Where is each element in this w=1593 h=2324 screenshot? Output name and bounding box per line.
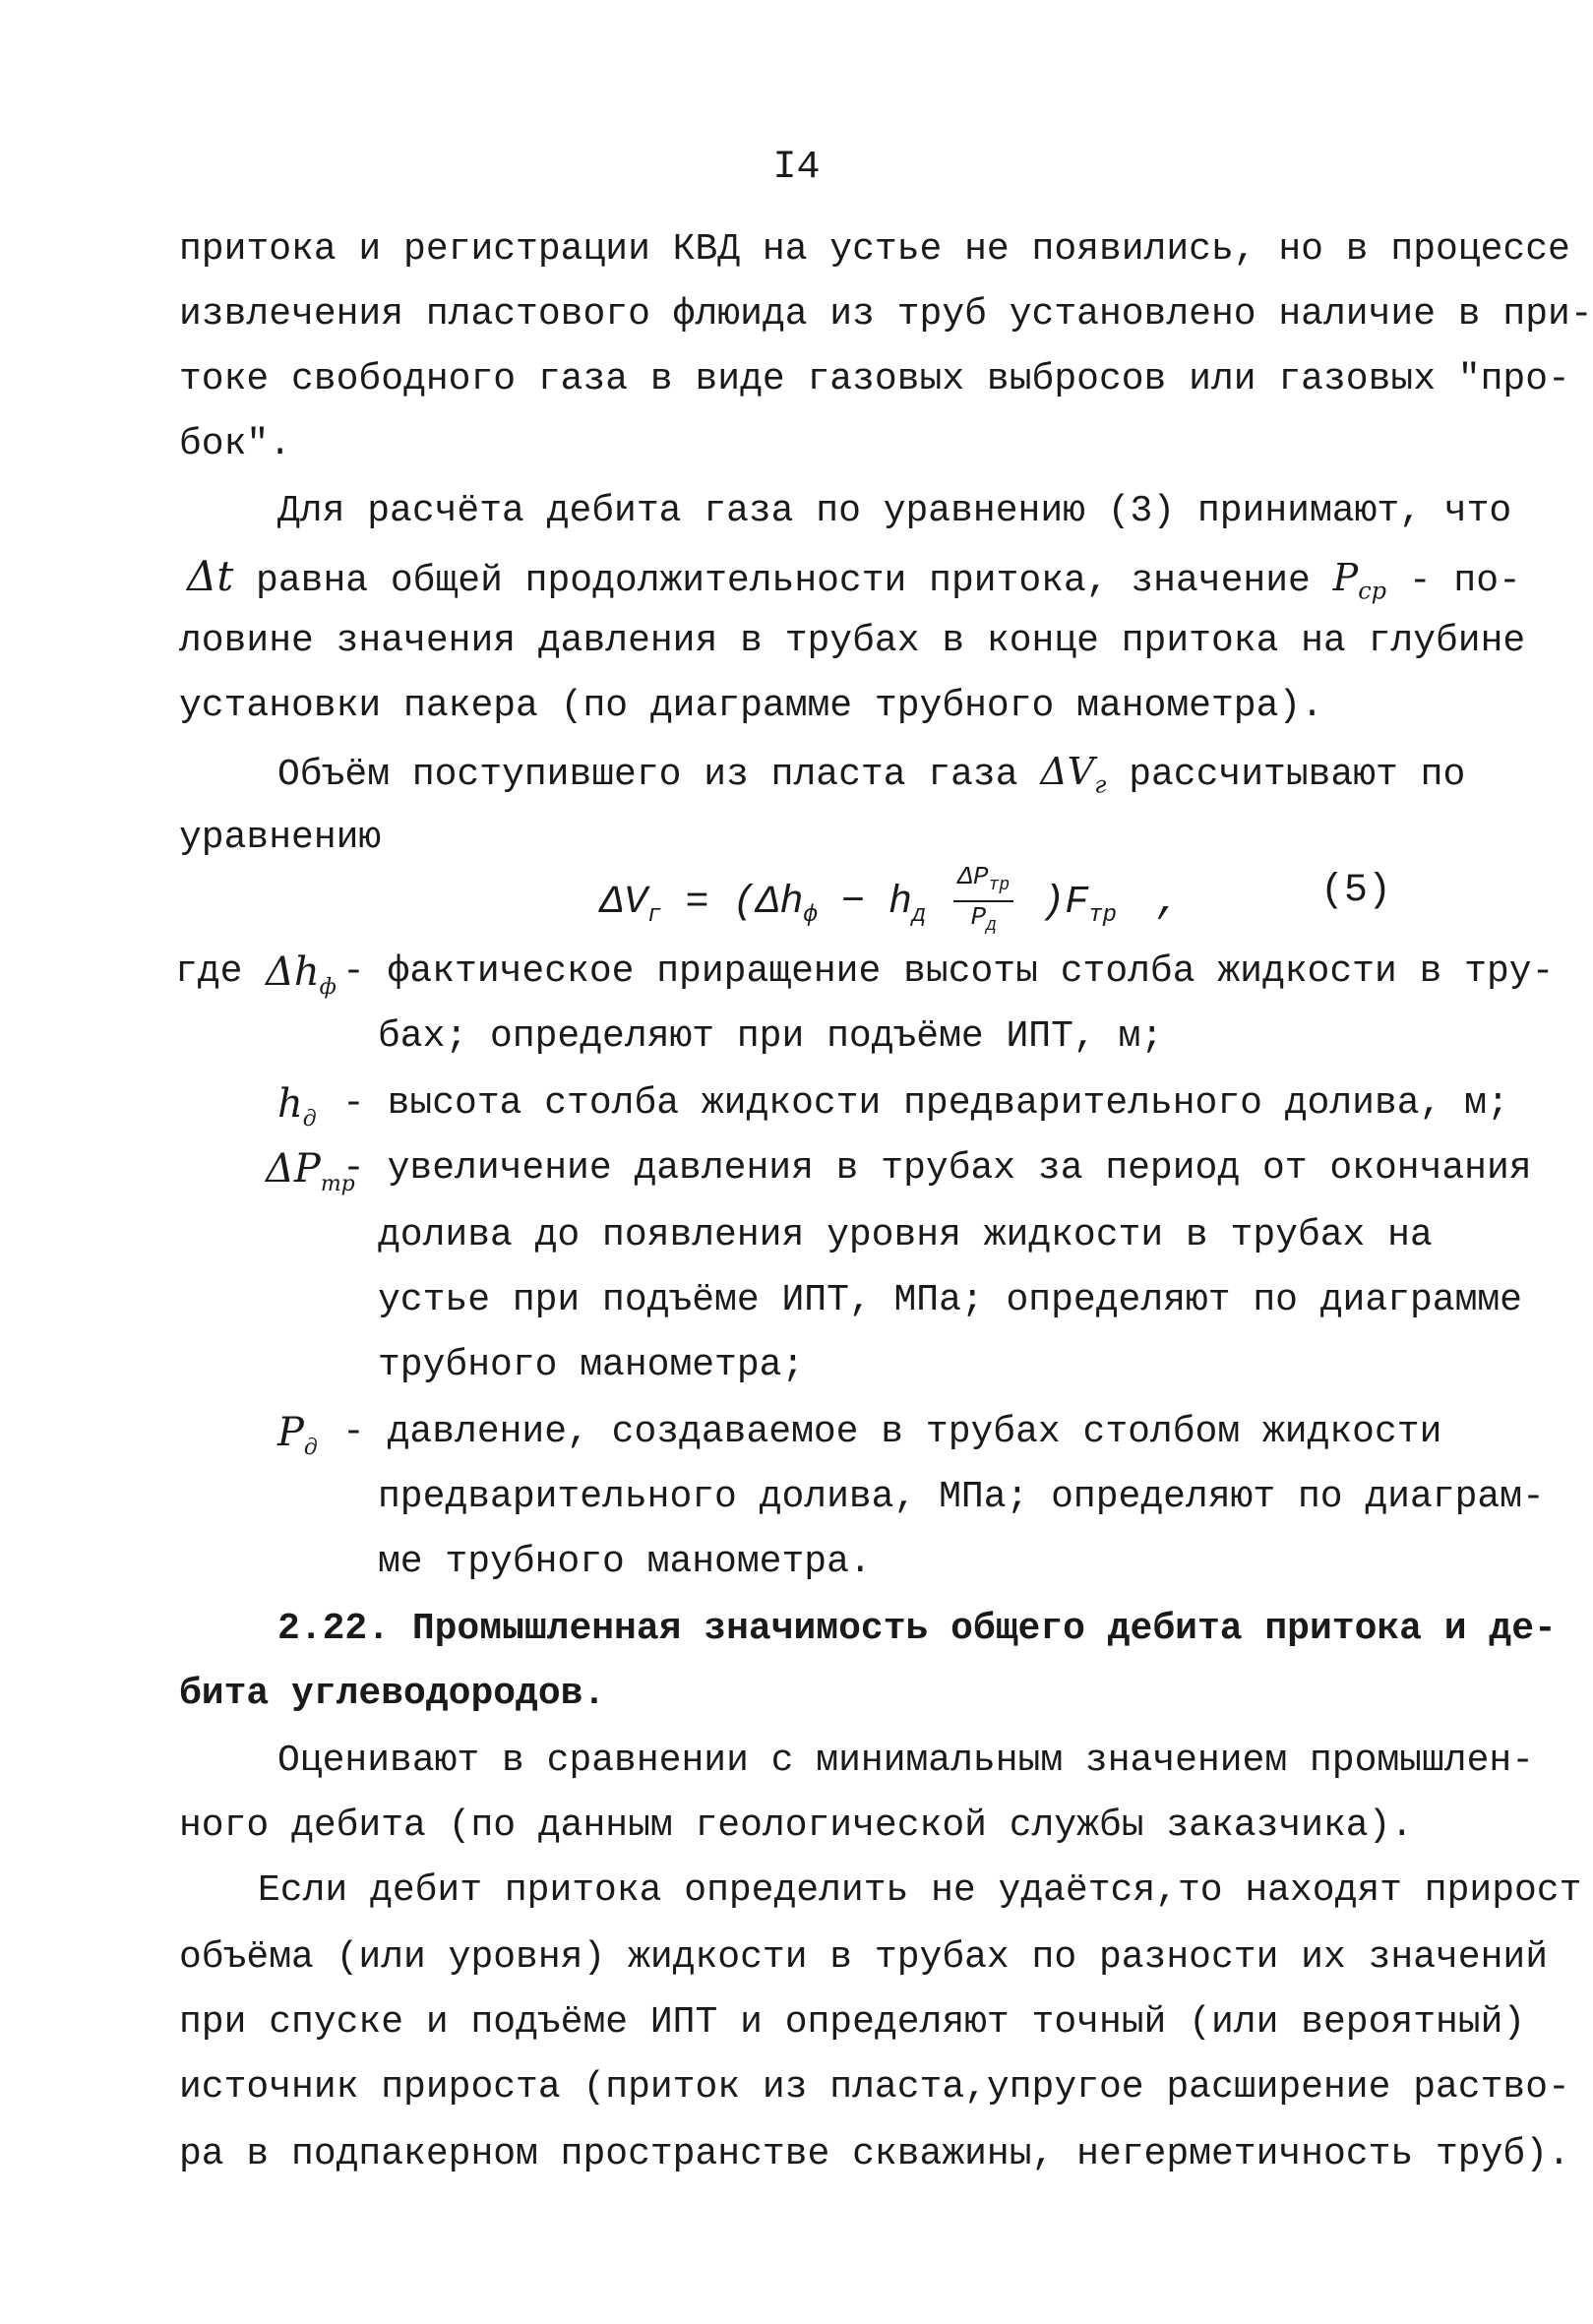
text-line: Для расчёта дебита газа по уравнению (3) принимают, что xyxy=(277,490,1512,532)
def-text-line: - фактическое приращение высоты столба жидкости в тру- xyxy=(342,950,1555,993)
text-line: установки пакера (по диаграмме трубного манометра). xyxy=(179,685,1323,727)
text-span: Объём поступившего из пласта газа xyxy=(277,754,1018,796)
text-line: токе свободного газа в виде газовых выбросов или газовых "про- xyxy=(179,358,1570,400)
text-line xyxy=(187,553,1521,615)
text-line: ного дебита (по данным геологической службы заказчика). xyxy=(179,1804,1414,1847)
text-line: при спуске и подъёме ИПТ и определяют точный (или вероятный) xyxy=(179,2001,1526,2044)
eq-h-sub: д xyxy=(911,901,927,929)
eq-frac-numerator: $\Delta P_{тр}$ xyxy=(953,862,1013,902)
delta-t-symbol: Δt xyxy=(187,552,234,600)
where-word: где xyxy=(175,950,243,993)
text-line: Оценивают в сравнении с минимальным значением промышлен- xyxy=(277,1740,1535,1782)
eq-close-sub: тр xyxy=(1088,901,1118,929)
delta-v-subscript: г xyxy=(1094,770,1107,799)
def-text-line: трубного манометра; xyxy=(378,1344,805,1386)
eq-minus: − xyxy=(840,880,865,925)
eq-frac-denominator: $P_д$ xyxy=(970,902,997,937)
eq-open-sub: ф xyxy=(803,901,818,929)
p-symbol: P xyxy=(1332,556,1359,599)
eq-fraction xyxy=(953,862,1013,941)
page-number: I4 xyxy=(772,146,821,190)
p-subscript: ср xyxy=(1358,577,1387,605)
def-text-line: - высота столба жидкости предварительного долива, м; xyxy=(342,1082,1509,1125)
def-text-line: - увеличение давления в трубах за период от окончания xyxy=(342,1147,1532,1190)
text-line: ра в подпакерном пространстве скважины, негерметичность труб). xyxy=(179,2133,1570,2175)
eq-close: )F xyxy=(1041,880,1089,925)
def-symbol-p: $P_д$ xyxy=(277,1410,318,1460)
def-symbol-delta-p: $\Delta P_{тр}$ xyxy=(266,1146,355,1196)
text-line: Если дебит притока определить не удаётся,то находят прирост xyxy=(258,1869,1582,1912)
def-text-line: предварительного долива, МПа; определяют по диаграм- xyxy=(378,1476,1545,1518)
text-line xyxy=(277,748,1465,809)
section-heading-line: бита углеводородов. xyxy=(179,1673,606,1715)
text-line: уравнению xyxy=(179,817,382,859)
text-line: бок". xyxy=(179,423,292,465)
def-text-line: долива до появления уровня жидкости в трубах на xyxy=(378,1214,1433,1256)
def-symbol-h: $h_д$ xyxy=(277,1081,317,1131)
text-span: - по- xyxy=(1408,560,1521,602)
def-text-line: ме трубного манометра. xyxy=(378,1541,872,1583)
def-text-line: - давление, создаваемое в трубах столбом жидкости xyxy=(342,1411,1442,1453)
text-span: равна общей продолжительности притока, значение xyxy=(256,560,1311,602)
text-span: рассчитывают по xyxy=(1129,754,1466,796)
eq-lhs: ΔV xyxy=(600,880,648,925)
eq-comma: , xyxy=(1156,880,1181,925)
eq-lhs-sub: г xyxy=(647,901,662,929)
equation-5 xyxy=(600,862,1180,946)
eq-open: (Δh xyxy=(732,880,804,925)
def-symbol-delta-h: $\Delta h_ф$ xyxy=(266,949,337,1000)
eq-h: h xyxy=(888,880,912,925)
equation-number: (5) xyxy=(1320,869,1392,913)
text-line: объёма (или уровня) жидкости в трубах по разности их значений xyxy=(179,1936,1549,1979)
text-line: извлечения пластового флюида из труб установлено наличие в при- xyxy=(179,293,1593,336)
eq-sign: = xyxy=(685,880,709,925)
text-line: притока и регистрации КВД на устье не появились, но в процессе xyxy=(179,228,1570,271)
def-text-line: устье при подъёме ИПТ, МПа; определяют по диаграмме xyxy=(378,1279,1522,1321)
delta-v-symbol: ΔV xyxy=(1040,750,1095,793)
def-text-line: бах; определяют при подъёме ИПТ, м; xyxy=(378,1015,1164,1058)
section-heading-line: 2.22. Промышленная значимость общего дебита притока и де- xyxy=(277,1608,1557,1650)
text-line: ловине значения давления в трубах в конце притока на глубине xyxy=(179,620,1526,662)
text-line: источник прироста (приток из пласта,упругое расширение раство- xyxy=(179,2066,1570,2109)
